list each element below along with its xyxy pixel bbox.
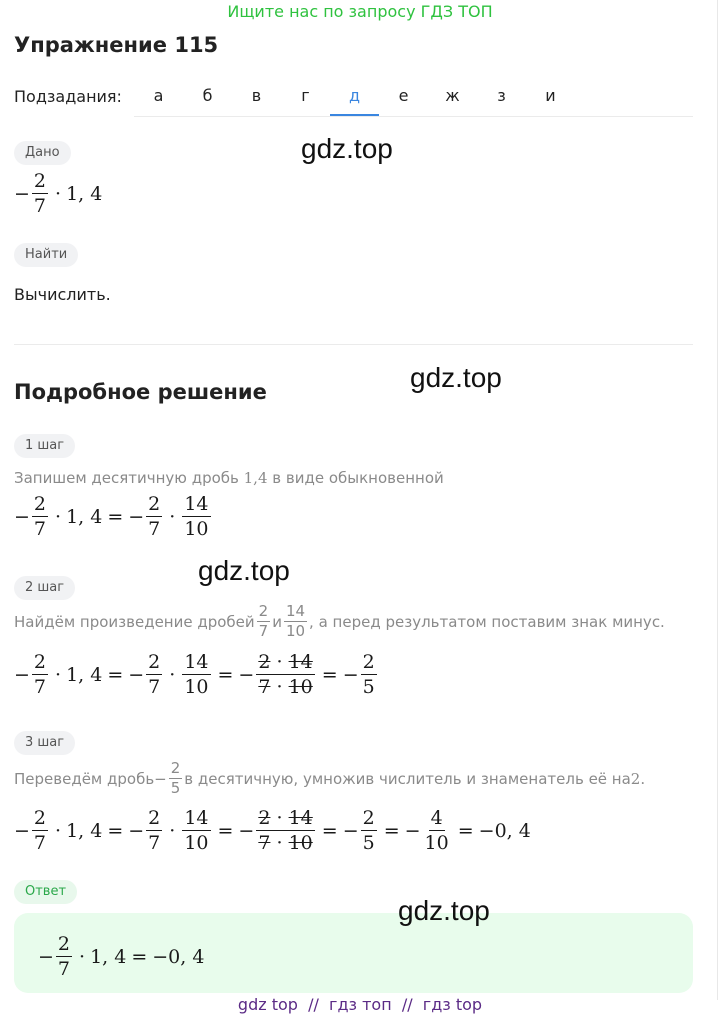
math-dot: · (276, 832, 283, 854)
math-minus: − (154, 769, 167, 788)
cancelled-factor: 14 (288, 807, 313, 829)
denominator: 7 (148, 676, 161, 698)
math-minus: − (14, 819, 30, 842)
find-text: Вычислить. (14, 285, 111, 304)
numerator (256, 652, 314, 675)
tab-a[interactable]: а (153, 86, 164, 105)
numerator: 2 (33, 493, 47, 515)
step-1-description (14, 469, 444, 487)
fraction (361, 652, 377, 697)
watermark: gdz.top (398, 895, 490, 926)
denominator: 10 (184, 832, 209, 854)
cancelled-factor: 7 (258, 832, 271, 854)
cancelled-factor: 7 (258, 676, 271, 698)
fraction (284, 604, 307, 639)
watermark: gdz.top (301, 133, 393, 164)
step-3-desc-before: Переведём дробь (14, 769, 155, 788)
fraction (56, 934, 72, 979)
promo-banner[interactable]: Ищите нас по запросу ГДЗ ТОП (227, 2, 493, 21)
denominator: 5 (362, 676, 375, 698)
math-minus: − (238, 819, 255, 842)
step-2-desc-before: Найдём произведение дробей (14, 612, 255, 631)
math-dot: · (276, 807, 283, 829)
math-dot: · (79, 945, 86, 968)
numerator: 2 (148, 807, 161, 829)
denominator: 7 (258, 622, 269, 640)
numerator: 2 (33, 651, 47, 673)
numerator: 2 (33, 807, 47, 829)
math-eq: = (217, 663, 234, 686)
watermark: gdz.top (410, 362, 502, 393)
step-1-expression (14, 494, 213, 539)
fraction (146, 652, 162, 697)
cancelled-factor: 2 (258, 651, 271, 673)
math-dot: · (55, 663, 62, 686)
given-expression (14, 171, 102, 216)
numerator: 2 (362, 651, 375, 673)
math-minus: − (38, 945, 54, 968)
step-2-desc-mid: и (272, 612, 282, 631)
page-title: Упражнение 115 (14, 33, 219, 57)
numerator: 2 (170, 759, 181, 777)
math-dot: · (169, 505, 176, 528)
fraction (182, 494, 210, 539)
step-1-desc-after: в виде обыкновенной (267, 469, 444, 487)
page-edge-divider (717, 0, 718, 1000)
math-minus: − (342, 663, 359, 686)
math-dot: · (169, 819, 176, 842)
cancelled-factor: 10 (288, 832, 313, 854)
math-minus: − (14, 182, 30, 205)
math-eq: = (107, 663, 124, 686)
math-result: −0, 4 (478, 819, 531, 842)
math-eq: = (107, 505, 124, 528)
watermark: gdz.top (198, 555, 290, 586)
denominator: 7 (57, 958, 71, 980)
numerator: 2 (362, 807, 375, 829)
tab-d[interactable]: д (330, 84, 379, 116)
fraction (169, 761, 183, 796)
fraction (32, 652, 48, 697)
numerator: 2 (258, 602, 269, 620)
subtasks-label: Подзадания: (14, 87, 122, 106)
math-decimal: 1, 4 (90, 945, 127, 968)
step-2-description (14, 604, 665, 639)
math-decimal: 1, 4 (66, 182, 103, 205)
denominator: 7 (148, 832, 161, 854)
math-eq: = (131, 945, 148, 968)
math-eq: = (383, 819, 400, 842)
denominator: 7 (33, 676, 47, 698)
numerator: 2 (148, 493, 161, 515)
step-3-desc-value: 2. (630, 769, 646, 788)
fraction (32, 808, 48, 853)
denominator: 7 (148, 518, 161, 540)
step-2-chip: 2 шаг (14, 576, 75, 600)
cancelled-factor: 2 (258, 807, 271, 829)
math-eq: = (107, 819, 124, 842)
fraction (32, 171, 48, 216)
math-dot: · (55, 182, 62, 205)
tab-v[interactable]: в (251, 86, 262, 105)
step-1-desc-value: 1,4 (243, 469, 268, 487)
math-dot: · (169, 663, 176, 686)
denominator: 7 (33, 832, 47, 854)
answer-chip: Ответ (14, 880, 77, 904)
math-minus: − (404, 819, 421, 842)
denominator: 10 (184, 676, 209, 698)
fraction (361, 808, 377, 853)
math-decimal: 1, 4 (66, 663, 103, 686)
fraction (257, 604, 271, 639)
tab-e[interactable]: е (398, 86, 409, 105)
numerator: 2 (57, 933, 71, 955)
fraction (423, 808, 451, 853)
step-3-description (14, 761, 645, 796)
numerator: 4 (430, 807, 443, 829)
math-minus: − (128, 505, 145, 528)
math-minus: − (238, 663, 255, 686)
step-1-chip: 1 шаг (14, 434, 75, 458)
tab-b[interactable]: б (202, 86, 213, 105)
math-minus: − (128, 663, 145, 686)
footer-links[interactable]: gdz top // гдз топ // гдз top (237, 995, 483, 1014)
solution-title: Подробное решение (14, 380, 267, 404)
section-divider (14, 344, 693, 345)
math-decimal: 1, 4 (66, 505, 103, 528)
find-chip: Найти (14, 243, 78, 267)
math-eq: = (321, 663, 338, 686)
step-2-expression (14, 652, 379, 697)
denominator: 10 (184, 518, 209, 540)
fraction (146, 808, 162, 853)
numerator: 2 (148, 651, 161, 673)
answer-expression (38, 934, 204, 979)
denominator (256, 675, 314, 697)
math-minus: − (14, 663, 30, 686)
cancelled-factor: 10 (288, 676, 313, 698)
numerator (256, 808, 314, 831)
fraction (256, 808, 314, 853)
step-1-desc-before: Запишем десятичную дробь (14, 469, 244, 487)
fraction (146, 494, 162, 539)
numerator: 14 (184, 807, 209, 829)
math-decimal: 1, 4 (66, 819, 103, 842)
tab-z[interactable]: з (497, 86, 506, 105)
math-minus: − (342, 819, 359, 842)
fraction (182, 652, 210, 697)
fraction (256, 652, 314, 697)
fraction (32, 494, 48, 539)
numerator: 2 (33, 170, 47, 192)
step-3-desc-after: в десятичную, умножив числитель и знаменатель её на (184, 769, 631, 788)
math-dot: · (55, 505, 62, 528)
numerator: 14 (285, 602, 306, 620)
step-2-desc-after: , а перед результатом поставим знак минус. (309, 612, 665, 631)
step-3-chip: 3 шаг (14, 731, 75, 755)
denominator: 10 (285, 622, 306, 640)
numerator: 14 (184, 651, 209, 673)
tab-i[interactable]: и (545, 86, 556, 105)
denominator: 7 (33, 518, 47, 540)
tab-zh[interactable]: ж (445, 86, 460, 105)
step-3-expression (14, 808, 531, 853)
denominator: 5 (362, 832, 375, 854)
math-dot: · (276, 651, 283, 673)
math-eq: = (321, 819, 338, 842)
tab-g[interactable]: г (301, 86, 310, 105)
denominator: 5 (170, 779, 181, 797)
denominator: 10 (424, 832, 449, 854)
math-dot: · (276, 676, 283, 698)
numerator: 14 (184, 493, 209, 515)
given-chip: Дано (14, 141, 71, 165)
math-dot: · (55, 819, 62, 842)
math-minus: − (14, 505, 30, 528)
math-result: −0, 4 (152, 945, 205, 968)
math-eq: = (217, 819, 234, 842)
denominator (256, 831, 314, 853)
cancelled-factor: 14 (288, 651, 313, 673)
subtasks-tabs (134, 84, 693, 117)
fraction (182, 808, 210, 853)
math-eq: = (457, 819, 474, 842)
math-minus: − (128, 819, 145, 842)
denominator: 7 (33, 195, 47, 217)
